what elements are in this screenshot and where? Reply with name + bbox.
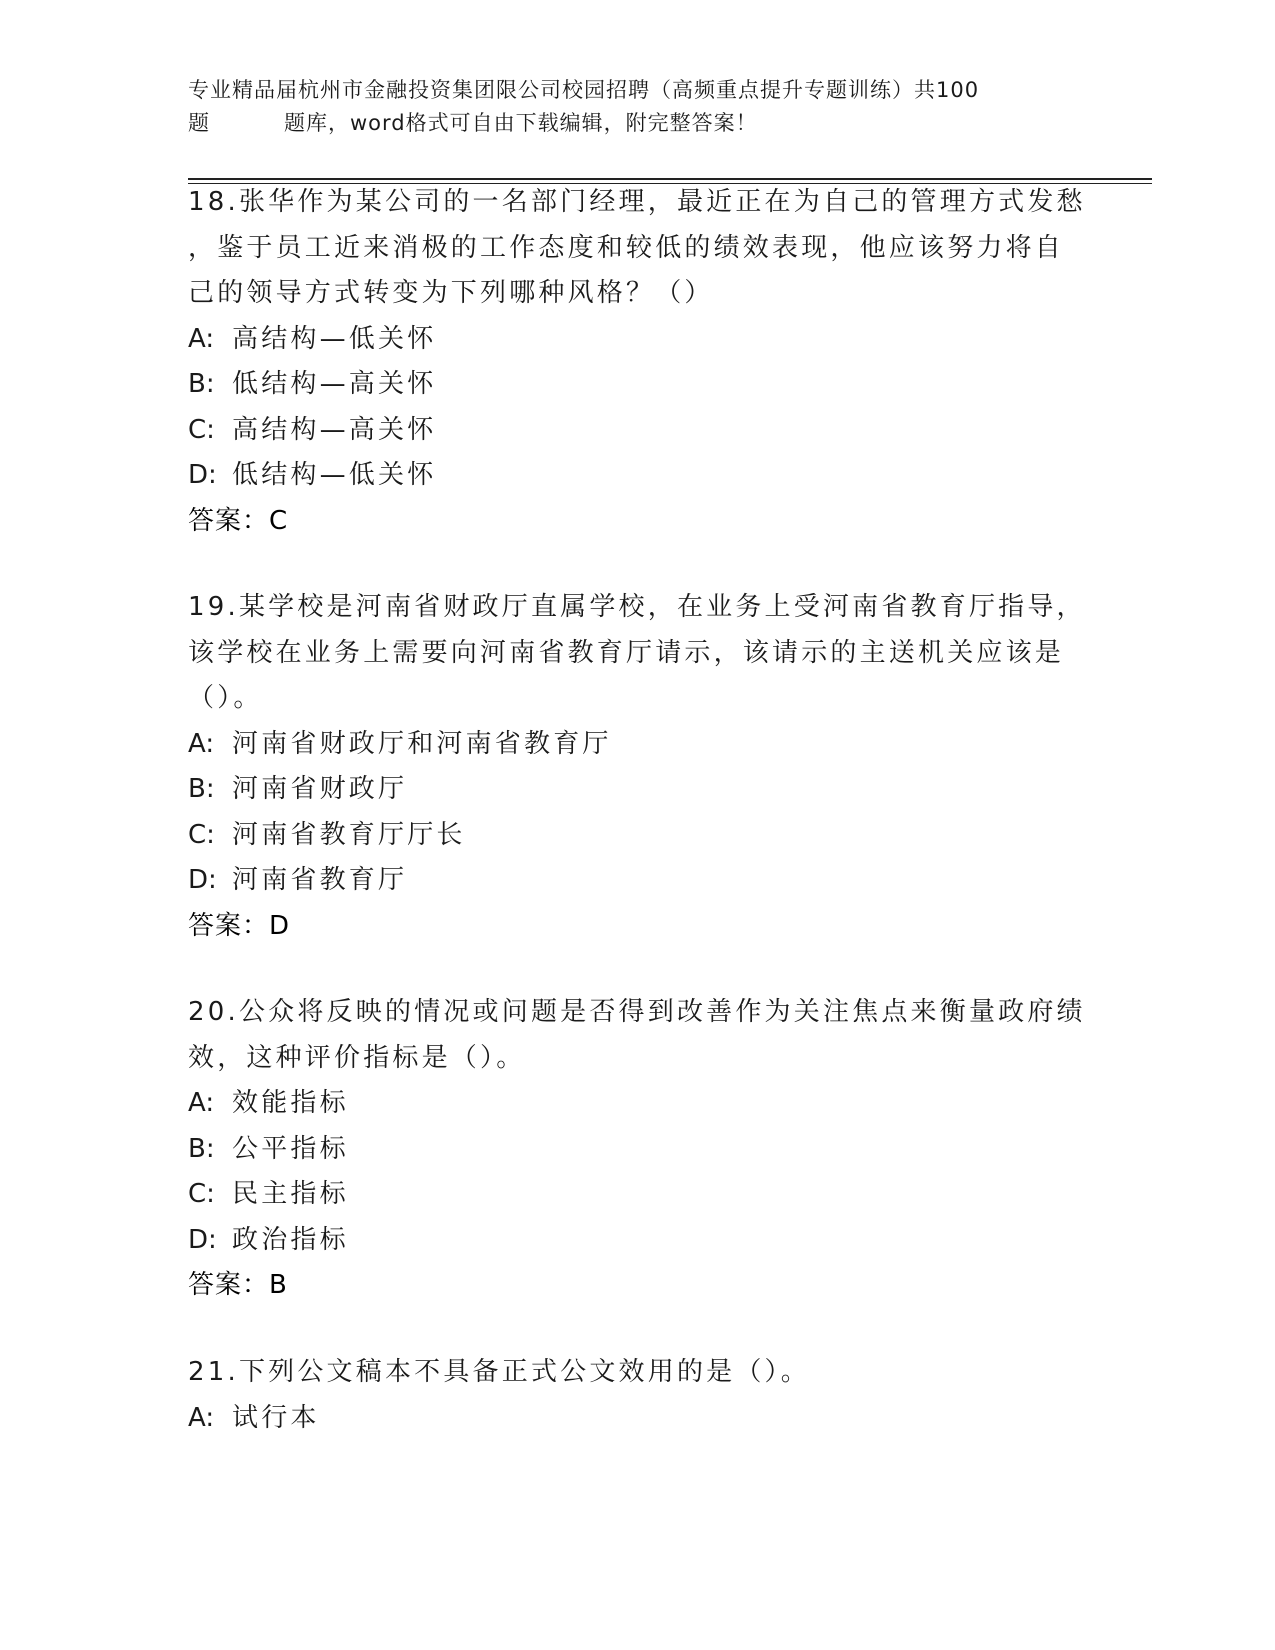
- header-title-line-2-rest: 题库，word格式可自由下载编辑，附完整答案！: [284, 111, 758, 135]
- option-key: B:: [188, 1133, 215, 1164]
- option-text: 低结构—高关怀: [232, 369, 437, 399]
- option-text: 政治指标: [232, 1224, 349, 1255]
- question-stem-line: 该学校在业务上需要向河南省教育厅请示，该请示的主送机关应该是: [188, 637, 1065, 668]
- option-key: A:: [188, 1088, 215, 1118]
- option-d: [188, 858, 1088, 904]
- answer-line: 答案：C: [188, 505, 289, 536]
- option-a: [188, 722, 1088, 768]
- option-key: B:: [188, 369, 215, 399]
- question-stem-line: 18.张华作为某公司的一名部门经理，最近正在为自己的管理方式发愁: [188, 187, 1086, 217]
- option-key: C:: [188, 1179, 215, 1209]
- question-18: [188, 180, 1088, 544]
- option-text: 民主指标: [232, 1179, 349, 1209]
- question-stem-line: 20.公众将反映的情况或问题是否得到改善作为关注焦点来衡量政府绩: [188, 997, 1086, 1027]
- question-stem-line: （）。: [188, 683, 263, 713]
- header-gap: [210, 107, 284, 140]
- option-text: 效能指标: [232, 1088, 349, 1118]
- option-a: [188, 1396, 1088, 1442]
- question-stem-line: ，鉴于员工近来消极的工作态度和较低的绩效表现，他应该努力将自: [188, 232, 1065, 263]
- option-key: C:: [188, 819, 215, 850]
- document-header: [188, 74, 1088, 140]
- option-text: 河南省财政厅和河南省教育厅: [232, 728, 612, 759]
- option-key: A:: [188, 728, 215, 759]
- option-a: [188, 1081, 1088, 1127]
- answer-line: 答案：D: [188, 910, 291, 941]
- option-key: A:: [188, 323, 215, 354]
- option-key: A:: [188, 1402, 215, 1433]
- question-19: [188, 585, 1088, 949]
- option-text: 河南省教育厅: [232, 865, 408, 895]
- option-a: [188, 317, 1088, 363]
- option-text: 高结构—高关怀: [232, 414, 437, 445]
- header-title-line-1: 专业精品届杭州市金融投资集团限公司校园招聘（高频重点提升专题训练）共100: [188, 78, 980, 102]
- answer-line: 答案：B: [188, 1270, 288, 1300]
- option-text: 河南省教育厅厅长: [232, 819, 466, 850]
- option-text: 公平指标: [232, 1133, 349, 1164]
- header-title-line-2-start: 题: [188, 111, 210, 135]
- option-b: [188, 1127, 1088, 1173]
- question-21: [188, 1350, 1088, 1441]
- option-text: 低结构—低关怀: [232, 460, 437, 490]
- option-d: [188, 453, 1088, 499]
- option-key: B:: [188, 774, 215, 804]
- option-key: D:: [188, 460, 217, 490]
- option-b: [188, 767, 1088, 813]
- question-stem-line: 己的领导方式转变为下列哪种风格？（）: [188, 278, 714, 308]
- option-d: [188, 1218, 1088, 1264]
- option-c: [188, 813, 1088, 859]
- option-c: [188, 408, 1088, 454]
- option-key: D:: [188, 1224, 217, 1255]
- option-c: [188, 1172, 1088, 1218]
- option-b: [188, 362, 1088, 408]
- question-20: [188, 990, 1088, 1309]
- option-text: 试行本: [232, 1402, 320, 1433]
- question-stem-line: 19.某学校是河南省财政厅直属学校，在业务上受河南省教育厅指导，: [188, 592, 1086, 622]
- option-key: C:: [188, 414, 215, 445]
- question-stem-line: 效，这种评价指标是（）。: [188, 1042, 526, 1073]
- header-title-line-2: [188, 107, 1088, 140]
- option-text: 高结构—低关怀: [232, 323, 437, 354]
- option-key: D:: [188, 865, 217, 895]
- question-stem-line: 21.下列公文稿本不具备正式公文效用的是（）。: [188, 1357, 810, 1387]
- option-text: 河南省财政厅: [232, 774, 408, 804]
